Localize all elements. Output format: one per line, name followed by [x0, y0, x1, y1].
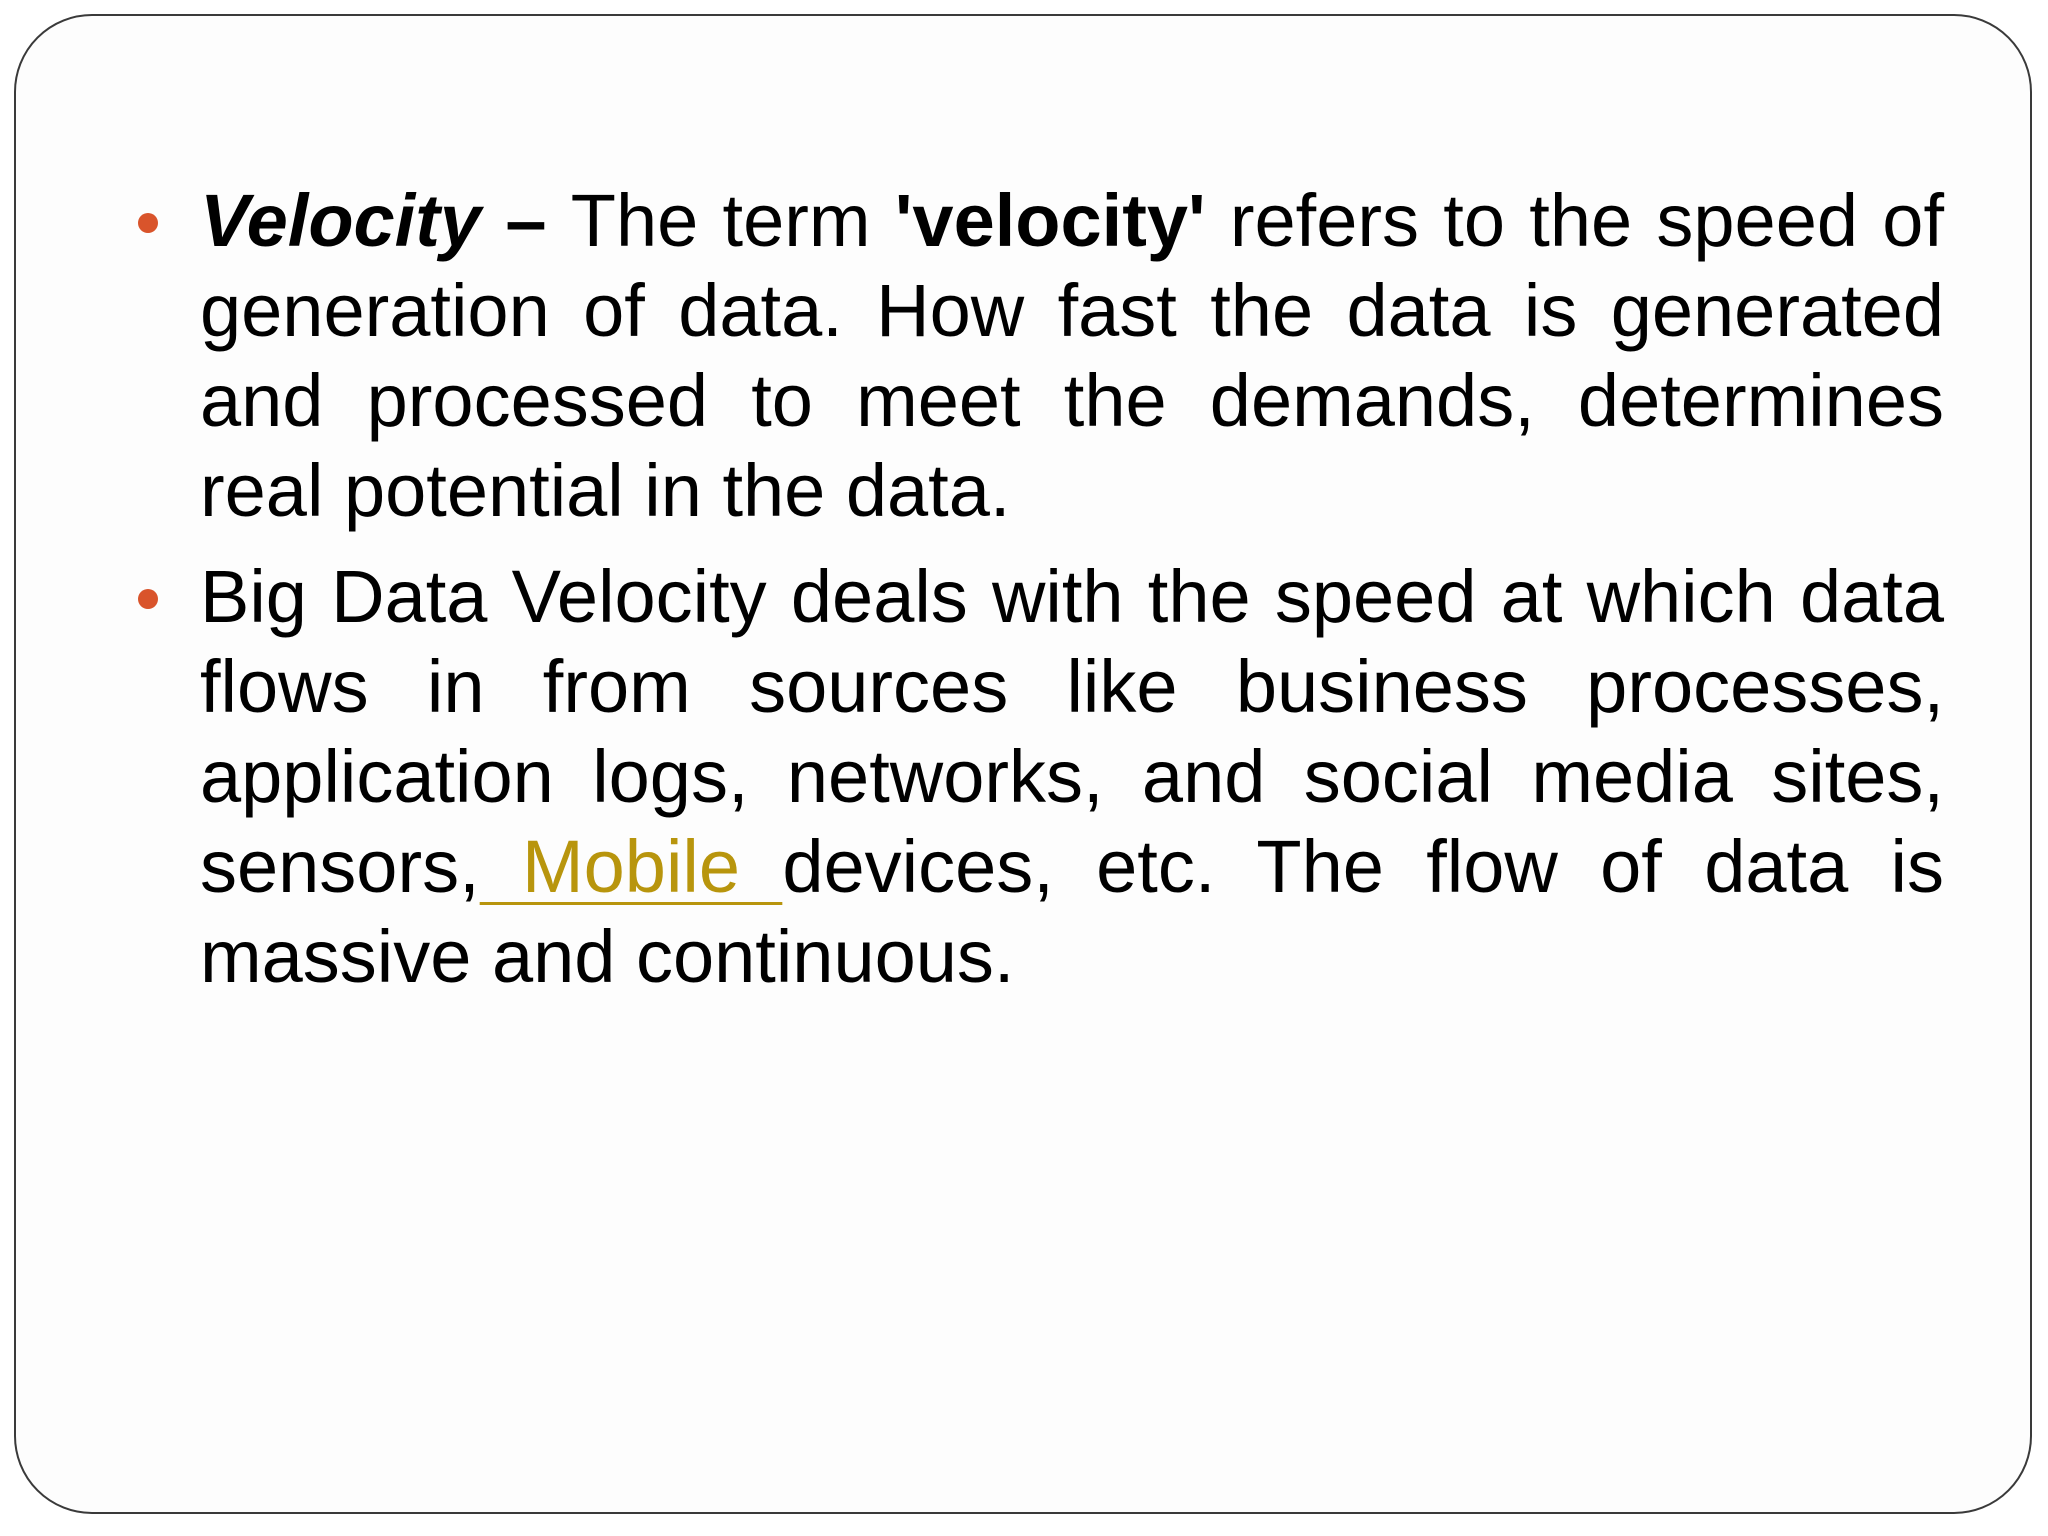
- bullet-item-velocity: [136, 176, 1944, 536]
- bullet-dot-icon: [138, 589, 158, 609]
- bullet-text: refers to the speed of generation of data. How fast the data is generated and processed to meet the demands, determines real potential in the data.: [200, 179, 1945, 532]
- mobile-link[interactable]: Mobile: [479, 825, 783, 908]
- bullet-dot-icon: [138, 213, 158, 233]
- bullet-text: devices, etc. The flow of data is massive and continuous.: [200, 825, 1944, 998]
- bullet-item-big-data-velocity: [136, 552, 1944, 1002]
- bullet-text: Big Data Velocity deals with the speed at which data flows in from sources like business processes, application logs, networks, and social media sites, sensors,: [200, 555, 1944, 908]
- term-dash: –: [481, 179, 571, 262]
- slide: [14, 14, 2032, 1514]
- quoted-term: 'velocity': [894, 179, 1206, 262]
- term-velocity: Velocity: [200, 179, 482, 262]
- bullet-list: [136, 176, 1944, 1018]
- bullet-text: The term: [570, 179, 895, 262]
